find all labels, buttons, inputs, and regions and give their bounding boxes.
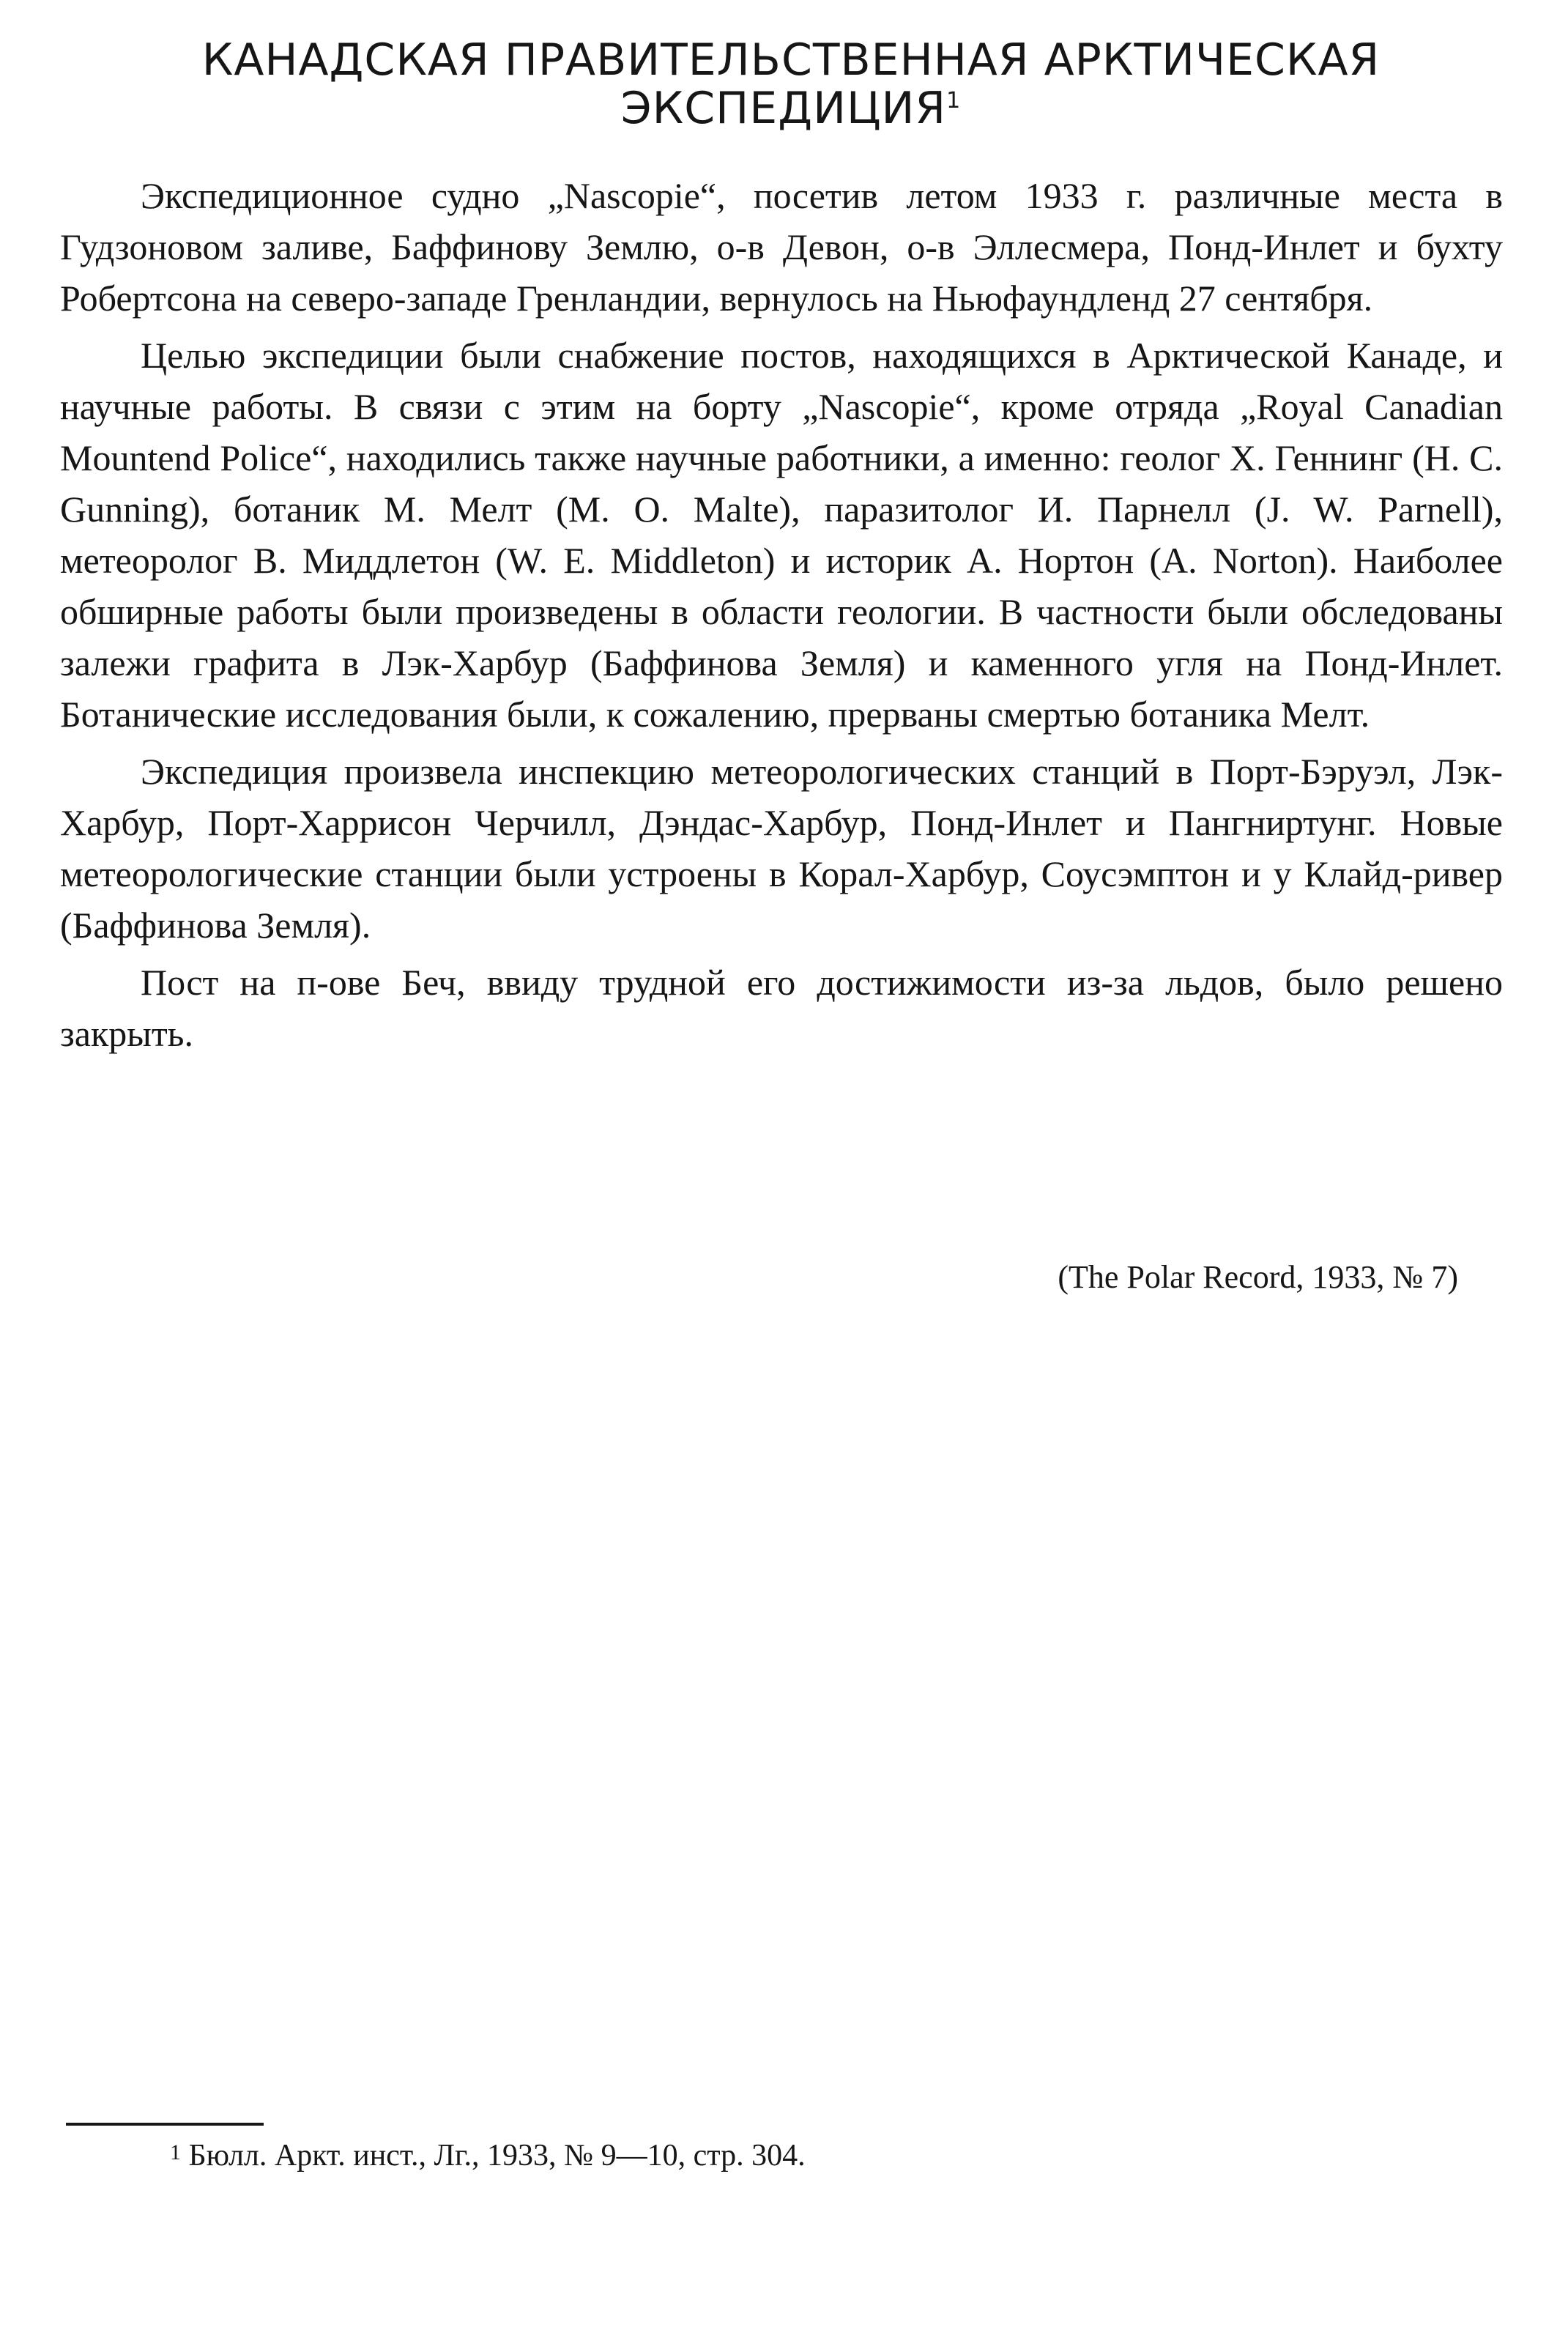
footnote-divider bbox=[66, 2123, 264, 2126]
paragraph: Пост на п-ове Беч, ввиду трудной его достижимости из-за льдов, было решено закрыть. bbox=[60, 962, 1503, 1054]
source-citation: (The Polar Record, 1933, № 7) bbox=[1058, 1259, 1458, 1295]
title-line-2 bbox=[132, 83, 1450, 134]
title-footnote-marker: 1 bbox=[946, 88, 962, 114]
article-body bbox=[60, 170, 1503, 1059]
paragraph: Экспедиционное судно „Nascopie“, посетив летом 1933 г. различные места в Гудзоновом заливе, Баффинову Землю, о-в Девон, о-в Эллесмера, Понд-Инлет и бухту Робертсона на северо-западе Гренландии, вернулось на Ньюфаундленд 27 сентября. bbox=[60, 175, 1503, 319]
title-line-1 bbox=[132, 34, 1450, 86]
title-text-2: ЭКСПЕДИЦИЯ bbox=[620, 83, 947, 134]
title-text-1: КАНАДСКАЯ ПРАВИТЕЛЬСТВЕННАЯ АРКТИЧЕСКАЯ bbox=[201, 34, 1381, 86]
footnote-marker: 1 bbox=[170, 2140, 181, 2164]
footnote bbox=[170, 2140, 806, 2171]
paragraph: Целью экспедиции были снабжение постов, находящихся в Арктической Канаде, и научные работы. В связи с этим на борту „Nascopie“, кроме отряда „Royal Canadian Mountend Police“, находились также научные работники, а именно: геолог Х. Геннинг (H. C. Gunning), ботаник М. Мелт (M. O. Malte), паразитолог И. Парнелл (J. W. Parnell), метеоролог В. Миддлетон (W. E. Middleton) и историк А. Нортон (A. Norton). Наиболее обширные работы были произведены в области геологии. В частности были обследованы залежи графита в Лэк-Харбур (Баффинова Земля) и каменного угля на Понд-Инлет. Ботанические исследования были, к сожалению, прерваны смертью ботаника Мелт. bbox=[60, 335, 1503, 735]
footnote-text: Бюлл. Аркт. инст., Лг., 1933, № 9—10, стр. 304. bbox=[188, 2139, 806, 2173]
paragraph: Экспедиция произвела инспекцию метеорологических станций в Порт-Бэруэл, Лэк-Харбур, Порт-Харрисон Черчилл, Дэндас-Харбур, Понд-Инлет и Пангниртунг. Новые метеорологические станции были устроены в Корал-Харбур, Соусэмптон и у Клайд-ривер (Баффинова Земля). bbox=[60, 751, 1503, 946]
